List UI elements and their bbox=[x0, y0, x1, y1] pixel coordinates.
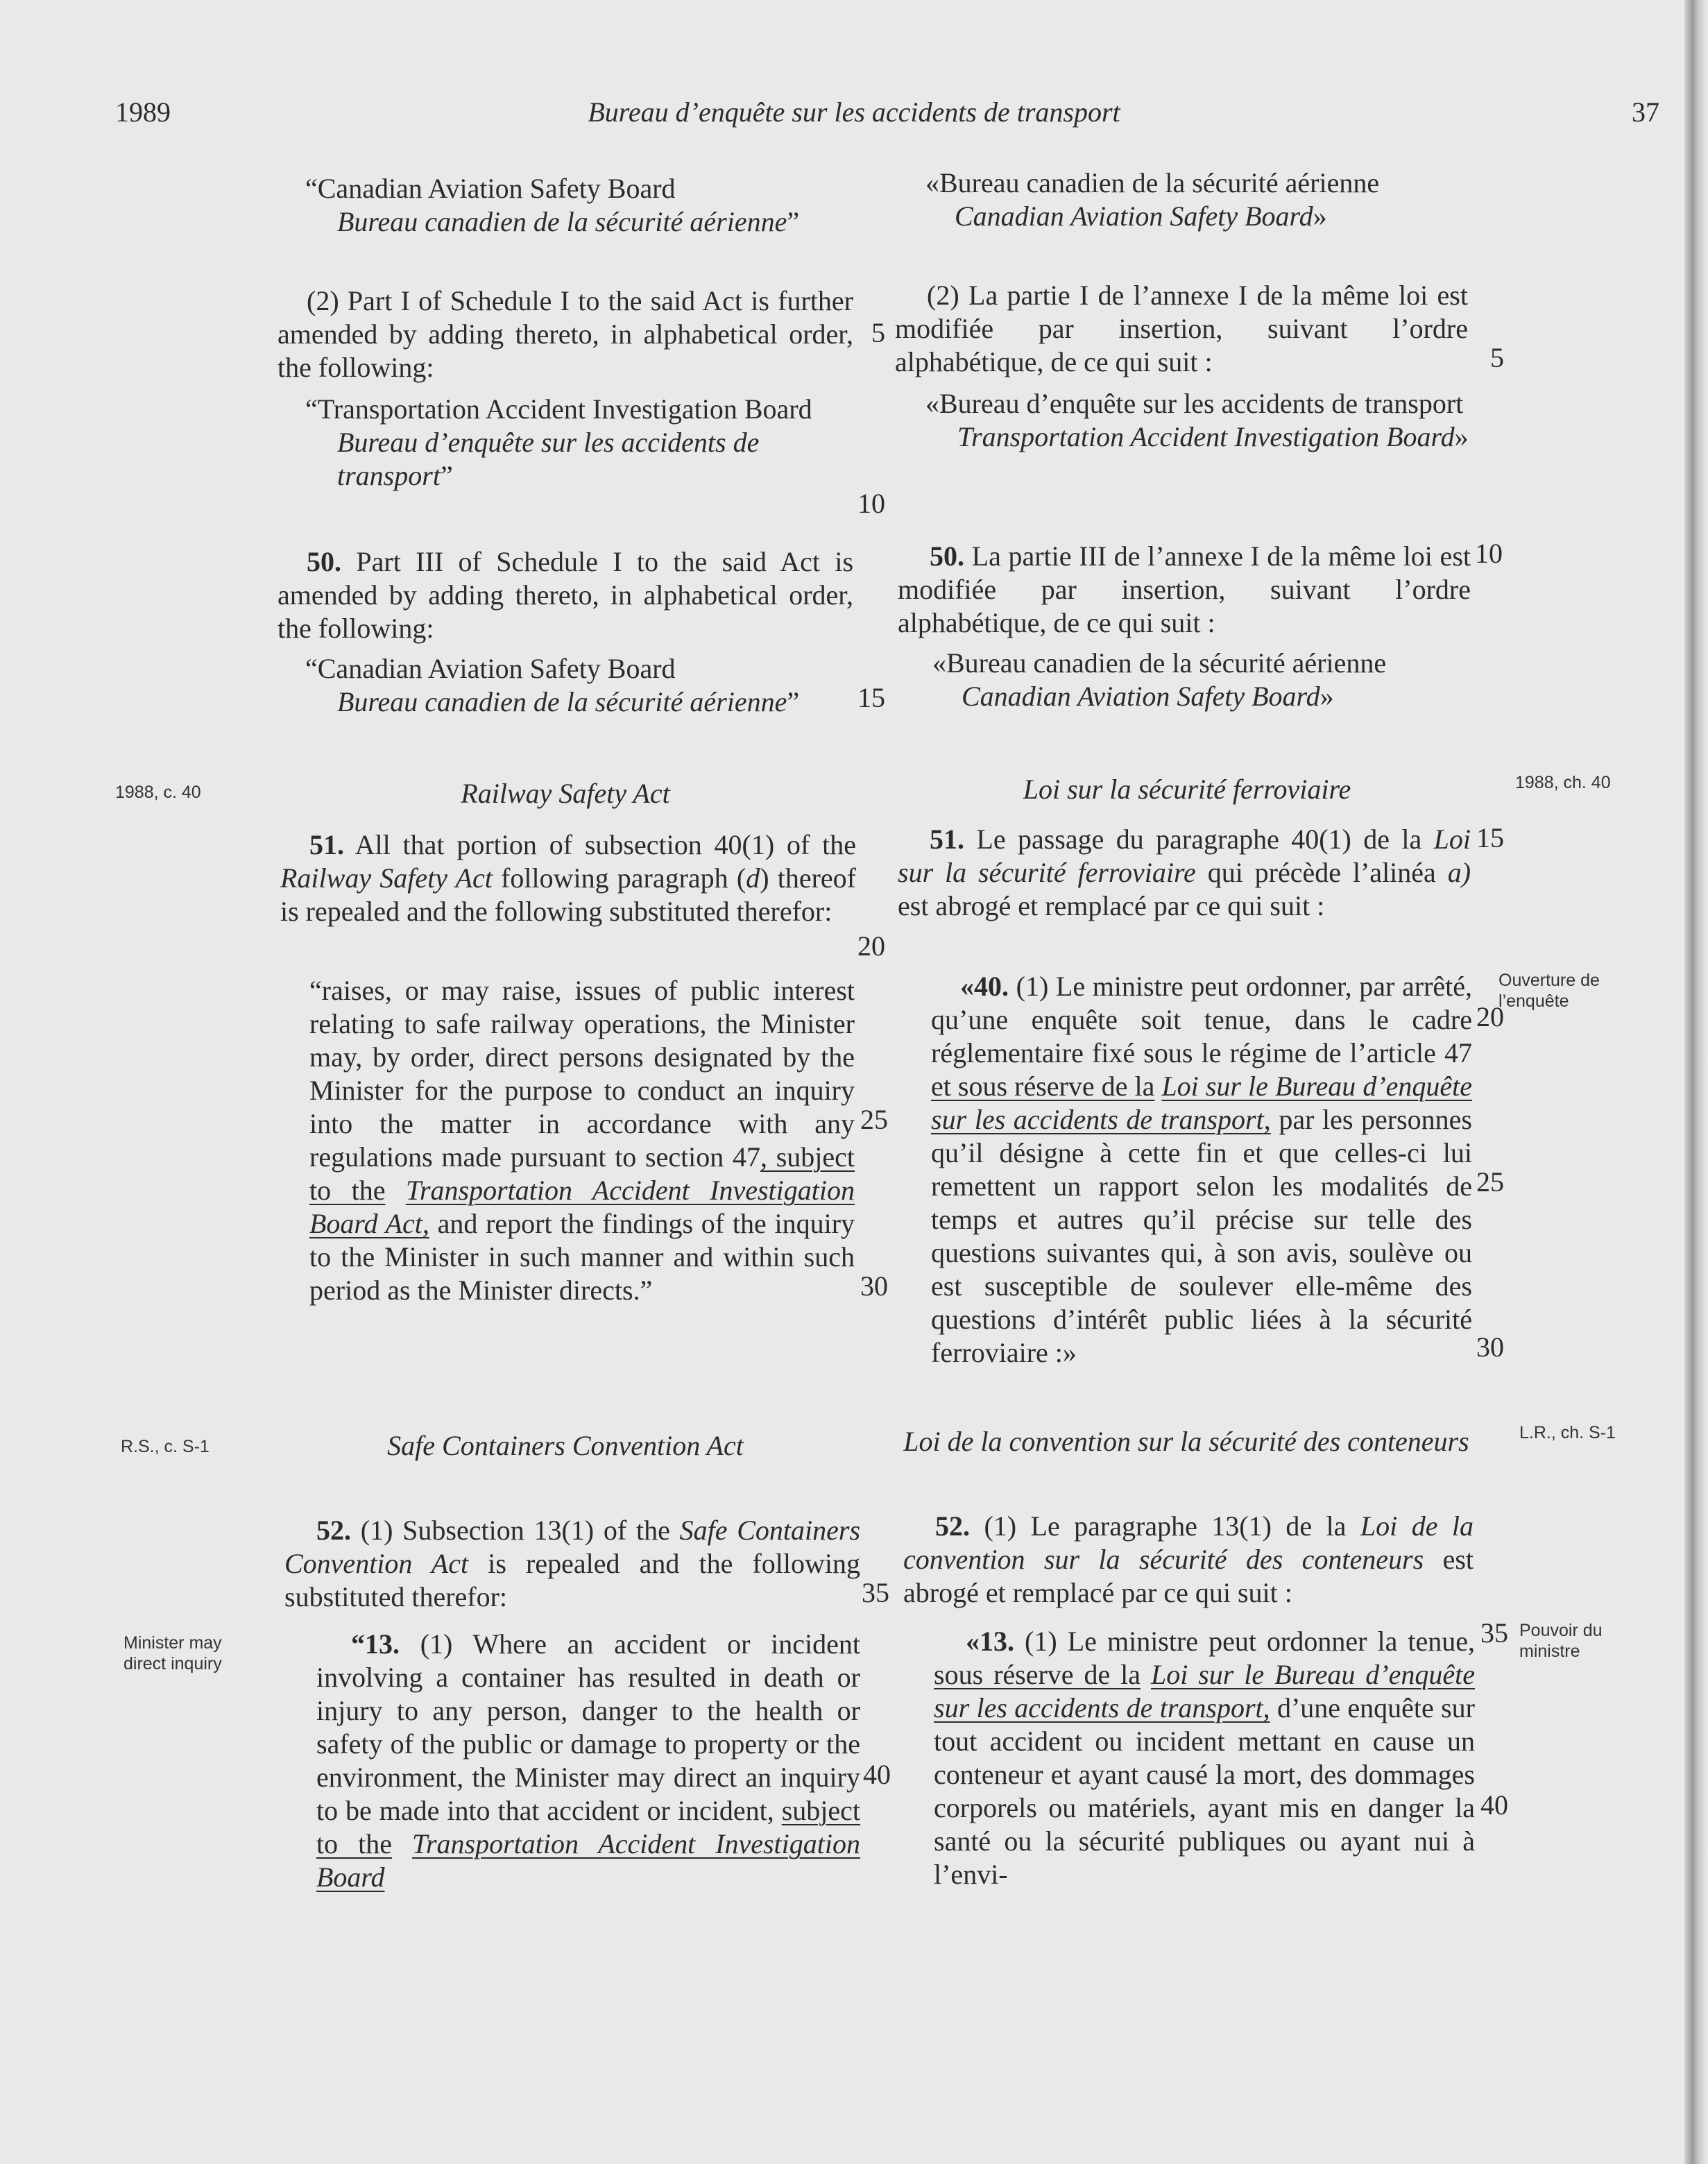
fr-section-52: 52. (1) Le paragraphe 13(1) de la Loi de la convention sur la sécurité des conteneurs est abrogé et remplacé par ce qui suit : bbox=[903, 1510, 1474, 1608]
margin-note-pouvoir-ministre: Pouvoir du ministre bbox=[1519, 1621, 1603, 1661]
fr-subsection-49-2: (2) La partie I de l’annexe I de la même loi est modifiée par insertion, suivant l’ordre alphabétique, de ce qui suit : bbox=[895, 280, 1468, 377]
margin-note-containers-fr: L.R., ch. S-1 bbox=[1519, 1423, 1616, 1442]
fr-heading-loi-convention-conteneurs: Loi de la convention sur la sécurité des conteneurs bbox=[903, 1426, 1469, 1457]
fr-section-51: 51. Le passage du paragraphe 40(1) de la Loi sur la sécurité ferroviaire qui précède l’alinéa a) est abrogé et remplacé par ce qui suit : bbox=[898, 824, 1471, 921]
margin-note-ouverture-enquete: Ouverture de l’enquête bbox=[1498, 971, 1600, 1011]
line-number: 35 bbox=[862, 1577, 889, 1608]
fr-schedule-entry-taib: «Bureau d’enquête sur les accidents de transport Transportation Accident Investigation Board» bbox=[925, 388, 1469, 452]
en-schedule-entry-cab-2: “Canadian Aviation Safety Board Bureau canadien de la sécurité aérienne” bbox=[305, 653, 800, 717]
line-number: 5 bbox=[1490, 342, 1504, 373]
line-number: 5 bbox=[871, 317, 885, 348]
en-section-52: 52. (1) Subsection 13(1) of the Safe Containers Convention Act is repealed and the following substituted therefor: bbox=[284, 1515, 861, 1612]
margin-note-railway-en: 1988, c. 40 bbox=[115, 783, 201, 802]
margin-note-containers-en: R.S., c. S-1 bbox=[121, 1437, 210, 1456]
header-year: 1989 bbox=[115, 96, 171, 128]
page-binding-edge bbox=[1684, 0, 1708, 2164]
line-number: 25 bbox=[860, 1104, 888, 1135]
en-section-50: 50. Part III of Schedule I to the said Act is amended by adding thereto, in alphabetical order, the following: bbox=[277, 546, 854, 644]
fr-quoted-subsection-13: «13. (1) Le ministre peut ordonner la tenue, sous réserve de la Loi sur le Bureau d’enquête sur les accidents de transport, d’une enquête sur tout accident ou incident mettant en cause un conteneur et ayant causé la mort, des dommages corporels ou matériels, ayant mis en danger la santé ou la sécurité publiques ou ayant nui à l’envi- bbox=[934, 1626, 1475, 1890]
en-heading-railway-safety-act: Railway Safety Act bbox=[461, 778, 670, 809]
page-number: 37 bbox=[1632, 96, 1659, 128]
fr-heading-loi-securite-ferroviaire: Loi sur la sécurité ferroviaire bbox=[1023, 774, 1351, 805]
margin-note-minister-inquiry: Minister may direct inquiry bbox=[123, 1633, 222, 1673]
fr-section-50: 50. La partie III de l’annexe I de la même loi est modifiée par insertion, suivant l’ordre alphabétique, de ce qui suit : bbox=[898, 540, 1471, 638]
line-number: 40 bbox=[1480, 1789, 1508, 1821]
en-quoted-subsection-40: “raises, or may raise, issues of public interest relating to safe railway operations, the Minister may, by order, direct persons designated by the Minister for the purpose to conduct an inquiry into the matter in accordance with any regulations made pursuant to section 47, subject to the Transportation Accident Investigation Board Act, and report the findings of the inquiry to the Minister in such manner and within such period as the Minister directs.” bbox=[309, 975, 855, 1306]
fr-schedule-entry-cab-2: «Bureau canadien de la sécurité aérienne Canadian Aviation Safety Board» bbox=[932, 647, 1387, 712]
line-number: 10 bbox=[857, 488, 885, 519]
line-number: 35 bbox=[1480, 1617, 1508, 1648]
en-quoted-subsection-13: “13. (1) Where an accident or incident involving a container has resulted in death or injury to any person, danger to the health or safety of the public or damage to property or the environment, the Minister may direct an inquiry to be made into that accident or incident, subject to the Transportation Accident Investigation Board bbox=[316, 1628, 861, 1893]
en-subsection-49-2: (2) Part I of Schedule I to the said Act is further amended by adding thereto, in alphabetical order, the following: bbox=[277, 285, 853, 383]
line-number: 15 bbox=[1476, 822, 1504, 853]
line-number: 30 bbox=[1476, 1331, 1504, 1363]
en-heading-safe-containers-act: Safe Containers Convention Act bbox=[387, 1430, 744, 1461]
header-title: Bureau d’enquête sur les accidents de transport bbox=[588, 96, 1120, 128]
line-number: 10 bbox=[1475, 538, 1503, 569]
line-number: 20 bbox=[857, 930, 885, 962]
line-number: 40 bbox=[863, 1759, 891, 1790]
fr-quoted-subsection-40: «40. (1) Le ministre peut ordonner, par arrêté, qu’une enquête soit tenue, dans le cadre réglementaire fixé sous le régime de l’article 47 et sous réserve de la Loi sur le Bureau d’enquête sur les accidents de transport, par les personnes qu’il désigne à cette fin et que celles-ci lui remettent un rapport selon les modalités de temps et autres qu’il précise sur telle des questions suivantes qui, à son avis, soulève ou est susceptible de soulever elle-même des questions d’intérêt public liées à la sécurité ferroviaire :» bbox=[931, 971, 1473, 1368]
line-number: 15 bbox=[857, 682, 885, 713]
line-number: 30 bbox=[860, 1270, 888, 1302]
fr-schedule-entry-cab: «Bureau canadien de la sécurité aérienne Canadian Aviation Safety Board» bbox=[925, 167, 1380, 232]
en-schedule-entry-taib: “Transportation Accident Investigation Board Bureau d’enquête sur les accidents de transport” bbox=[305, 393, 812, 491]
margin-note-railway-fr: 1988, ch. 40 bbox=[1515, 773, 1611, 792]
line-number: 25 bbox=[1476, 1166, 1504, 1198]
line-number: 20 bbox=[1476, 1001, 1504, 1032]
en-section-51: 51. All that portion of subsection 40(1) of the Railway Safety Act following paragraph (d) thereof is repealed and the following substituted therefor: bbox=[280, 829, 857, 927]
en-schedule-entry-cab: “Canadian Aviation Safety Board Bureau canadien de la sécurité aérienne” bbox=[305, 173, 800, 237]
